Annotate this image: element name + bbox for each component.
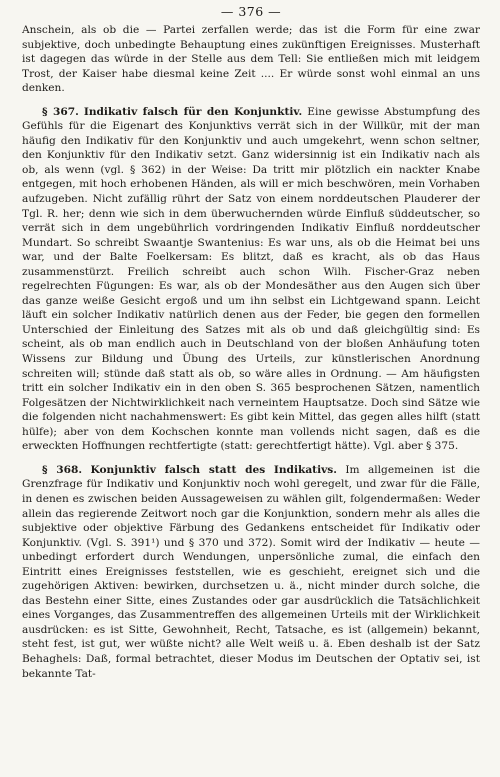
paragraph-section-368 bbox=[22, 463, 480, 681]
page-number: — 376 — bbox=[220, 4, 282, 19]
paragraph-continuation bbox=[22, 23, 480, 96]
paragraph-text: Im allgemeinen ist die Grenzfrage für Indikativ und Konjunktiv noch wohl geregelt, und zwar für die Fälle, in denen es zwischen beiden Aussageweisen zu wählen gilt, folgendermaßen: Weder allein das regierende Zeitwort noch gar die Konjunktion, sondern mehr als alles die subjektive oder objektive Färbung des Gedankens entscheidet für Indikativ oder Konjunktiv. (Vgl. S. 391¹) und § 370 und 372). Somit wird der Indikativ — heute — unbedingt erfordert durch Wendungen, unpersönliche zumal, die einfach den Eintritt eines Ereignisses feststellen, wie es geschieht, ereignet sich und die zugehörigen Aktiven: bewirken, durchsetzen u. ä., nicht minder durch solche, die das Bestehn einer Sitte, eines Zustandes oder gar ausdrücklich die Tatsächlichkeit eines Vorganges, das Zusammentreffen des allgemeinen Urteils mit der Wirklichkeit ausdrücken: es ist Sitte, Gewohnheit, Recht, Tatsache, es ist (allgemein) bekannt, steht fest, ist gut, wer wüßte nicht? alle Welt weiß u. ä. Eben deshalb ist der Satz Behaghels: Daß, formal betrachtet, dieser Modus im Deutschen der Optativ sei, ist bekannte Tat- bbox=[22, 463, 481, 680]
paragraph-text: Eine gewisse Abstumpfung des Gefühls für die Eigenart des Konjunktivs verrät sich in der Willkür, mit der man häufig den Indikativ für den Konjunktiv und auch umgekehrt, wenn schon seltner, den Konjunktiv für den Indikativ setzt. Ganz widersinnig ist ein Indikativ nach als ob, als wenn (vgl. § 362) in der Weise: Da tritt mir plötzlich ein nackter Knabe entgegen, mit hoch erhobenen Händen, als will er mich beschwören, mein Vorhaben aufzugeben. Nicht zufällig rührt der Satz von einem norddeutschen Plauderer der Tgl. R. her; denn wie sich in dem überwuchernden würde Einfluß süddeutscher, so verrät sich in dem ungebührlich vordringenden Indikativ Einfluß norddeutscher Mundart. So schreibt Swaantje Swantenius: Es war uns, als ob die Heimat bei uns war, und der Balte Foelkersam: Es blitzt, daß es kracht, als ob das Haus zusammenstürzt. Freilich schreibt auch schon Wilh. Fischer-Graz neben regelrechten Fügungen: Es war, als ob der Mondesäther aus den Augen sich über das ganze weiße Gesicht ergoß und um ihn selbst ein Lichtgewand spann. Leicht läuft ein solcher Indikativ natürlich denen aus der Feder, bie gegen den formellen Unterschied der Einleitung des Satzes mit als ob und daß gleichgültig sind: Es scheint, als ob man endlich auch in Deutschland von der bloßen Anhäufung toten Wissens zur Bildung und Übung des Urteils, zur künstlerischen Anordnung schreiten will; stünde daß statt als ob, so wäre alles in Ordnung. — Am häufigsten tritt ein solcher Indikativ ein in den oben S. 365 besprochenen Sätzen, namentlich Folgesätzen der Nichtwirklichkeit nach verneintem Hauptsatze. Doch sind Sätze wie die folgenden nicht nachahmenswert: Es gibt kein Mittel, das gegen alles hilft (statt hülfe); aber von dem Kochschen konnte man vollends nicht sagen, daß es die erweckten Hoffnungen rechtfertigte (statt: gerechtfertigt hätte). Vgl. aber § 375. bbox=[22, 105, 481, 453]
section-number: § 368. bbox=[42, 463, 83, 476]
paragraph-section-367 bbox=[22, 105, 480, 454]
section-heading: Konjunktiv falsch statt des Indikativs. bbox=[90, 463, 337, 476]
section-number: § 367. bbox=[42, 105, 79, 118]
paragraph-text: Anschein, als ob die — Partei zerfallen werde; das ist die Form für eine zwar subjektive, doch unbedingte Behauptung eines zukünftigen Ereignisses. Musterhaft ist dagegen das würde in der Stelle aus dem Tell: Sie entließen mich mit leidgem Trost, der Kaiser habe diesmal keine Zeit .... Er würde sonst wohl einmal an uns denken. bbox=[22, 24, 480, 95]
section-heading: Indikativ falsch für den Konjunktiv. bbox=[83, 105, 303, 118]
